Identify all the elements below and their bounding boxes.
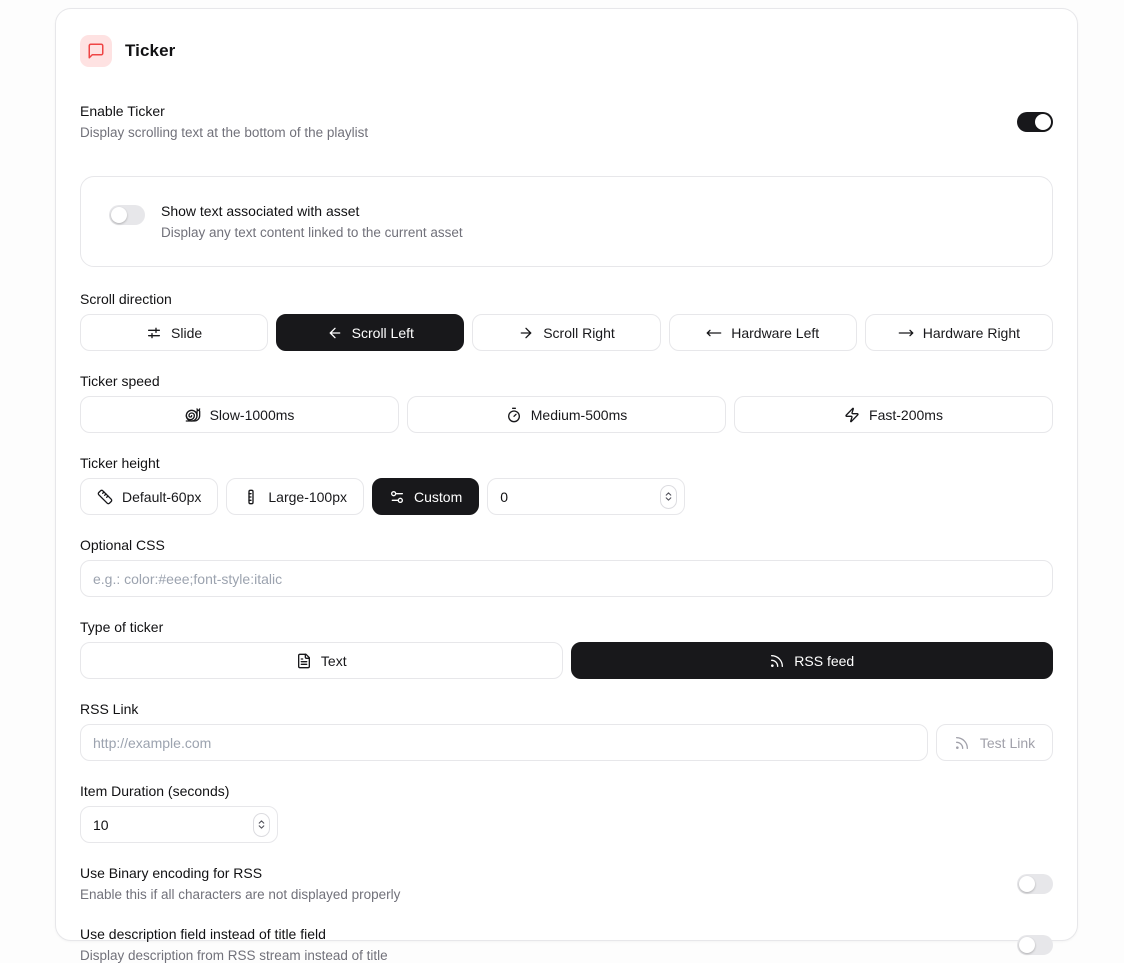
description-field-label: Use description field instead of title field bbox=[80, 926, 326, 942]
message-square-icon bbox=[80, 35, 112, 67]
height-custom-button[interactable]: Custom bbox=[372, 478, 479, 515]
arrow-left-icon bbox=[327, 325, 343, 341]
custom-height-input[interactable] bbox=[487, 478, 685, 515]
binary-encoding-description: Enable this if all characters are not displayed properly bbox=[80, 887, 401, 902]
number-stepper[interactable] bbox=[660, 485, 677, 509]
toggle-knob bbox=[1019, 876, 1035, 892]
rss-icon bbox=[769, 653, 785, 669]
ruler-vertical-icon bbox=[243, 489, 259, 505]
item-duration-field bbox=[80, 806, 278, 843]
ticker-speed-label: Ticker speed bbox=[80, 373, 160, 389]
panel-header bbox=[80, 35, 1053, 67]
optional-css-input[interactable] bbox=[80, 560, 1053, 597]
direction-scroll-left-button[interactable]: Scroll Left bbox=[276, 314, 464, 351]
enable-ticker-label: Enable Ticker bbox=[80, 103, 165, 119]
type-text-button[interactable]: Text bbox=[80, 642, 563, 679]
direction-hardware-right-button[interactable]: Hardware Right bbox=[865, 314, 1053, 351]
timer-icon bbox=[506, 407, 522, 423]
description-field-row bbox=[80, 926, 1053, 963]
number-stepper[interactable] bbox=[253, 813, 270, 837]
item-duration-label: Item Duration (seconds) bbox=[80, 783, 230, 799]
move-right-icon bbox=[898, 325, 914, 341]
chevrons-up-down-icon bbox=[663, 491, 674, 502]
description-field-toggle[interactable] bbox=[1017, 935, 1053, 955]
item-duration-input[interactable] bbox=[80, 806, 278, 843]
item-duration-section bbox=[80, 783, 1053, 843]
snail-icon bbox=[185, 407, 201, 423]
page-title: Ticker bbox=[125, 41, 176, 60]
speed-medium-button[interactable]: Medium-500ms bbox=[407, 396, 726, 433]
move-left-icon bbox=[706, 325, 722, 341]
chevrons-up-down-icon bbox=[256, 819, 267, 830]
type-rss-button[interactable]: RSS feed bbox=[571, 642, 1054, 679]
sliders-icon bbox=[146, 325, 162, 341]
test-link-button[interactable]: Test Link bbox=[936, 724, 1053, 761]
direction-scroll-right-button[interactable]: Scroll Right bbox=[472, 314, 660, 351]
asset-text-label: Show text associated with asset bbox=[161, 203, 360, 219]
ticker-type-section bbox=[80, 619, 1053, 679]
height-large-button[interactable]: Large-100px bbox=[226, 478, 364, 515]
asset-text-card bbox=[80, 176, 1053, 267]
binary-encoding-label: Use Binary encoding for RSS bbox=[80, 865, 263, 881]
optional-css-label: Optional CSS bbox=[80, 537, 165, 553]
scroll-direction-section bbox=[80, 291, 1053, 351]
asset-text-toggle[interactable] bbox=[109, 205, 145, 225]
ticker-type-label: Type of ticker bbox=[80, 619, 164, 635]
zap-icon bbox=[844, 407, 860, 423]
ruler-icon bbox=[97, 489, 113, 505]
scroll-direction-label: Scroll direction bbox=[80, 291, 172, 307]
enable-ticker-toggle[interactable] bbox=[1017, 112, 1053, 132]
rss-link-label: RSS Link bbox=[80, 701, 139, 717]
asset-text-description: Display any text content linked to the current asset bbox=[161, 225, 463, 240]
description-field-description: Display description from RSS stream instead of title bbox=[80, 948, 388, 963]
speed-slow-button[interactable]: Slow-1000ms bbox=[80, 396, 399, 433]
toggle-knob bbox=[1019, 937, 1035, 953]
rss-icon bbox=[954, 735, 970, 751]
height-default-button[interactable]: Default-60px bbox=[80, 478, 218, 515]
rss-link-input[interactable] bbox=[80, 724, 928, 761]
rss-link-section bbox=[80, 701, 1053, 761]
ticker-settings-panel bbox=[55, 8, 1078, 963]
binary-encoding-toggle[interactable] bbox=[1017, 874, 1053, 894]
ticker-height-section bbox=[80, 455, 1053, 515]
custom-height-field bbox=[487, 478, 685, 515]
speed-fast-button[interactable]: Fast-200ms bbox=[734, 396, 1053, 433]
ticker-height-label: Ticker height bbox=[80, 455, 160, 471]
optional-css-section bbox=[80, 537, 1053, 597]
ticker-speed-section bbox=[80, 373, 1053, 433]
enable-ticker-description: Display scrolling text at the bottom of the playlist bbox=[80, 125, 369, 140]
file-text-icon bbox=[296, 653, 312, 669]
toggle-knob bbox=[1035, 114, 1051, 130]
settings-sliders-icon bbox=[389, 489, 405, 505]
arrow-right-icon bbox=[518, 325, 534, 341]
direction-hardware-left-button[interactable]: Hardware Left bbox=[669, 314, 857, 351]
toggle-knob bbox=[111, 207, 127, 223]
binary-encoding-row bbox=[80, 865, 1053, 902]
enable-ticker-row bbox=[80, 103, 1053, 140]
direction-slide-button[interactable]: Slide bbox=[80, 314, 268, 351]
